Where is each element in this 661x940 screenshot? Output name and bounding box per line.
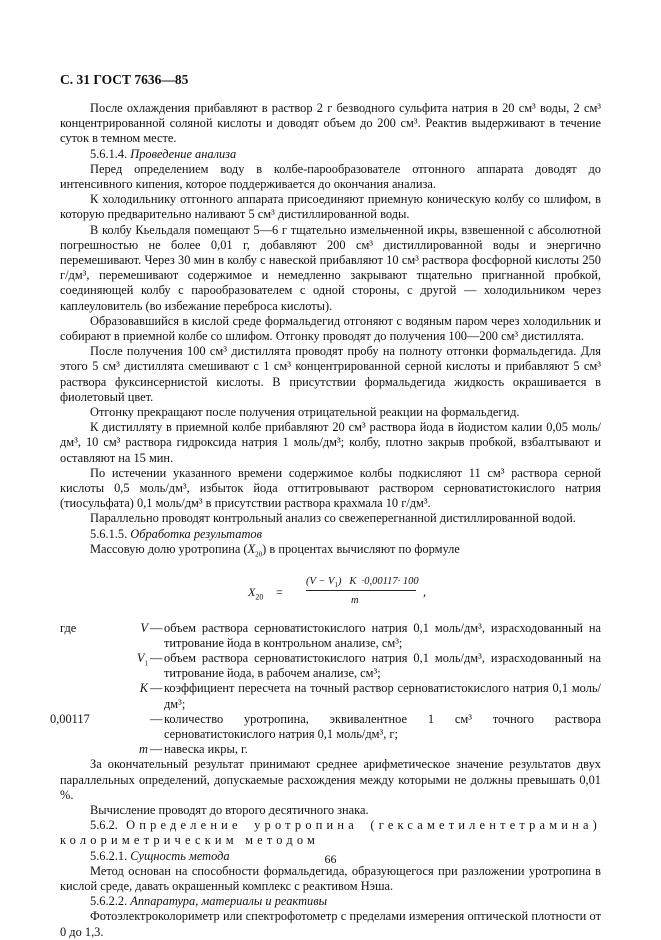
section-heading-5-6-2-2 xyxy=(60,894,601,909)
paragraph: Параллельно проводят контрольный анализ со свежеперегнанной дистиллированной водой. xyxy=(90,511,576,526)
paragraph: После охлаждения прибавляют в раствор 2 г безводного сульфита натрия в 20 см³ воды, 2 см³ концентрированной соляной кислоты и доводят объем до 200 см³. Реактив выдерживают в течение суток в темном месте. xyxy=(60,101,601,146)
section-title: Сущность метода xyxy=(130,848,230,863)
definition-dash: — xyxy=(150,650,163,665)
document-body xyxy=(50,101,601,940)
section-number: 5.6.2. xyxy=(90,818,118,833)
paragraph: К дистилляту в приемной колбе прибавляют 20 см³ раствора йода в йодистом калии 0,05 моль/дм³, 10 см³ раствора гидроксида натрия 1 моль/дм³; колбу, плотно закрыв пробкой, взбалтывают и оставляют на 15 мин. xyxy=(60,420,601,465)
definition-label xyxy=(60,651,150,681)
numerator-part: (V − V xyxy=(306,575,335,587)
definition-item xyxy=(60,681,601,711)
page-number: 66 xyxy=(324,852,337,866)
section-number: 5.6.1.4. xyxy=(90,146,128,161)
paragraph: Перед определением воду в колбе-парообразователе отгонного аппарата доводят до интенсивного кипения, которое поддерживается до окончания анализа. xyxy=(60,161,601,192)
formula-variable: X xyxy=(248,584,256,599)
section-number: 5.6.1.5. xyxy=(90,526,128,541)
definition-label xyxy=(50,711,150,742)
formula-subscript: 20 xyxy=(255,591,264,601)
where-label: где xyxy=(60,620,77,635)
definition-label xyxy=(60,742,150,757)
definition-dash: — xyxy=(150,711,163,726)
numerator-part: ) K ·0,00117· 100 xyxy=(337,575,419,587)
definition-item xyxy=(60,651,601,681)
definition-symbol xyxy=(137,651,148,672)
definition-item xyxy=(60,742,601,757)
section-title: Проведение анализа xyxy=(130,146,237,161)
definition-item xyxy=(60,621,601,651)
intro-text: Массовую долю уротропина ( xyxy=(90,541,248,556)
formula-denominator: m xyxy=(351,594,359,606)
definition-text: объем раствора серноватистокислого натрия 0,1 моль/дм³, израсходованный на титрование йода, в рабочем анализе, см³; xyxy=(164,650,601,681)
definition-text: количество уротропина, эквивалентное 1 см³ точного раствора серноватистокислого натрия 0,1 моль/дм³, г; xyxy=(164,711,601,741)
definition-symbol: m xyxy=(139,742,148,757)
definition-text: коэффициент пересчета на точный раствор серноватистокислого натрия 0,1 моль/дм³; xyxy=(164,681,601,711)
definition-text: навеска икры, г. xyxy=(164,742,248,757)
definition-label xyxy=(60,681,150,711)
section-number: 5.6.2.1. xyxy=(90,848,128,863)
formula-intro xyxy=(60,542,601,563)
definition-dash: — xyxy=(150,620,163,635)
section-heading-5-6-1-5 xyxy=(60,527,601,542)
intro-text: ) в процентах вычисляют по формуле xyxy=(262,541,460,556)
definition-text: объем раствора серноватистокислого натрия 0,1 моль/дм³, израсходованный на титрование йода в контрольном анализе, см³; xyxy=(164,620,601,650)
section-title: Аппаратура, материалы и реактивы xyxy=(130,894,327,909)
variable-definitions xyxy=(50,620,601,758)
definition-item xyxy=(50,711,601,742)
paragraph: Образовавшийся в кислой среде формальдегид отгоняют с водяным паром через холодильник и собирают в приемной колбе со шлифом. Отгонку проводят до получения 100—200 см³ дистиллята. xyxy=(60,313,601,344)
symbol-letter: V xyxy=(136,650,145,665)
formula-equals: = xyxy=(276,584,283,599)
definition-dash: — xyxy=(150,742,163,757)
paragraph: В колбу Кьельдаля помещают 5—6 г тщательно измельченной икры, взвешенной с абсолютной погрешностью не более 0,01 г, добавляют 200 см³ дистиллированной воды и энергично перемешивают. Через 30 мин в колбу с навеской прибавляют 10 см³ раствора фосфорной кислоты 250 г/дм³, перемешивают содержимое и немедленно закрывают тщательно пригнанной пробкой, соединяющей колбу с парообразователем с одной стороны, с другой — холодильником через каплеуловитель (во избежание переброса кислоты). xyxy=(60,222,601,313)
paragraph: После получения 100 см³ дистиллята проводят пробу на полноту отгонки формальдегида. Для этого 5 см³ дистиллята смешивают с 1 см³ концентрированной серной кислоты и прибавляют 5 см³ раствора фуксинсернистой кислоты. В присутствии формальдегида жидкость окрашивается в фиолетовый цвет. xyxy=(60,344,601,404)
paragraph: По истечении указанного времени содержимое колбы подкисляют 11 см³ раствора серной кислоты 0,5 моль/дм³, избыток йода оттитровывают раствором серноватистокислого натрия (тиосульфата) 0,1 моль/дм³ в присутствии раствора крахмала 10 г/дм³. xyxy=(60,465,601,511)
section-number: 5.6.2.2. xyxy=(90,894,128,909)
paragraph: Вычисление проводят до второго десятичного знака. xyxy=(90,803,369,817)
definition-dash: — xyxy=(150,681,163,696)
section-title: Обработка результатов xyxy=(130,526,262,541)
numerator-subscript: 1 xyxy=(334,580,338,589)
section-title: Определение уротропина (гексаметилентетрамина) колориметрическим методом xyxy=(60,818,601,848)
formula-comma: , xyxy=(423,584,427,599)
definition-label xyxy=(60,621,150,651)
section-heading-5-6-1-4 xyxy=(60,147,601,162)
paragraph: Фотоэлектроколориметр или спектрофотометр с пределами измерения оптической плотности от 0 до 1,3. xyxy=(60,909,601,939)
page-header: С. 31 ГОСТ 7636—85 xyxy=(60,72,189,87)
fraction-bar xyxy=(306,590,416,591)
variable-subscript: 20 xyxy=(255,550,263,559)
paragraph: Отгонку прекращают после получения отрицательной реакции на формальдегид. xyxy=(90,405,520,420)
definition-symbol: K xyxy=(139,681,148,696)
definition-symbol: V xyxy=(140,620,148,635)
definition-symbol: 0,00117 xyxy=(50,711,90,726)
paragraph: Метод основан на способности формальдегида, образующегося при разложении уротропина в кислой среде, давать окрашенный комплекс с реактивом Нэша. xyxy=(60,863,601,894)
variable-symbol: X xyxy=(247,541,256,556)
paragraph: К холодильнику отгонного аппарата присоединяют приемную коническую колбу со шлифом, в которую предварительно наливают 5 см³ дистиллированной воды. xyxy=(60,192,601,222)
formula-lhs xyxy=(248,585,263,605)
paragraph: За окончательный результат принимают среднее арифметическое значение результатов двух параллельных определений, допускаемые расхождения между которыми не должны превышать 0,01 %. xyxy=(60,757,601,802)
section-heading-5-6-2 xyxy=(60,818,601,848)
formula xyxy=(60,563,601,621)
symbol-subscript: 1 xyxy=(144,659,148,668)
